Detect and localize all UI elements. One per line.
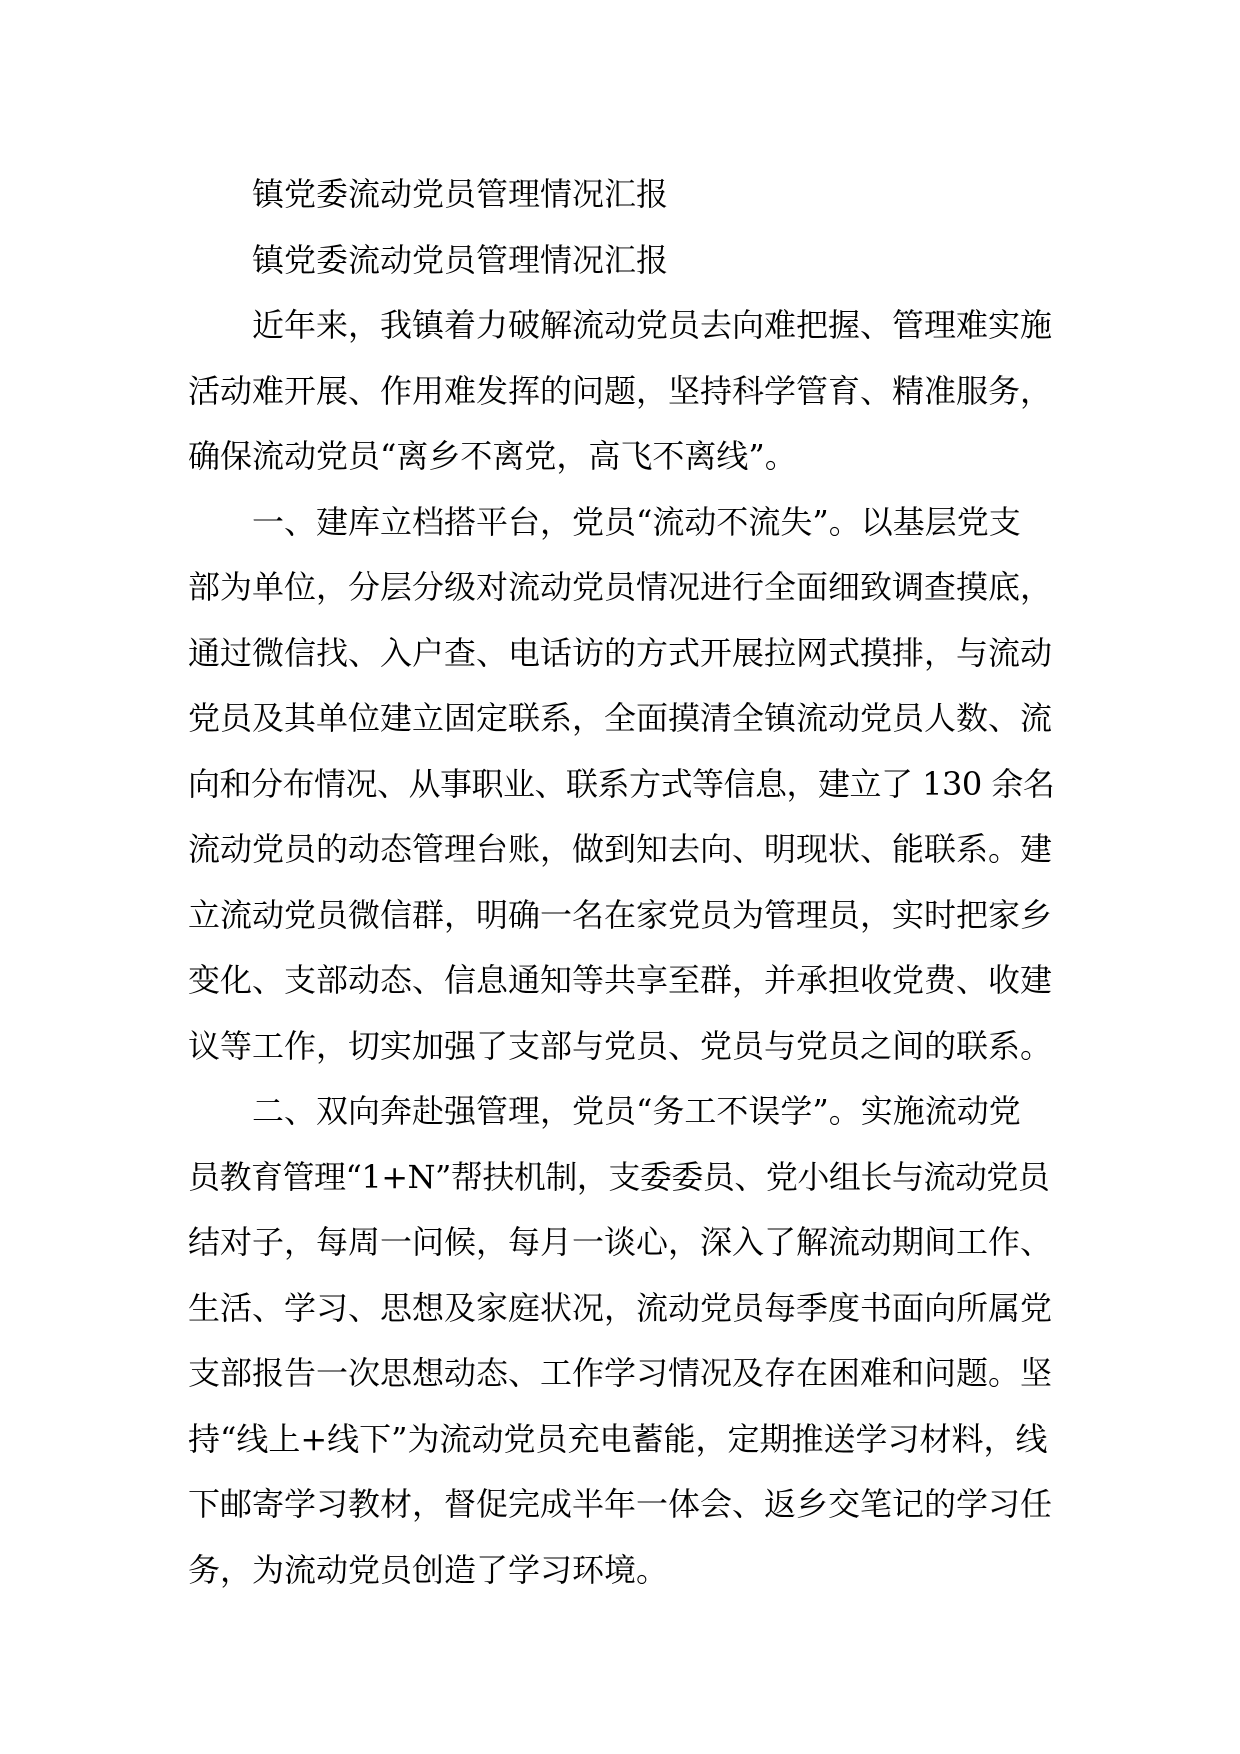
- text-line: 务，为流动党员创造了学习环境。: [188, 1550, 669, 1589]
- paragraph-intro: [188, 293, 1058, 490]
- text-line: 流动党员的动态管理台账，做到知去向、明现状、能联系。建: [188, 830, 1053, 868]
- text-line: 部为单位，分层分级对流动党员情况进行全面细致调查摸底，: [188, 568, 1053, 606]
- text-line: 持“线上+线下”为流动党员充电蓄能，定期推送学习材料，线: [188, 1419, 1048, 1458]
- text-line: 员教育管理“1+N”帮扶机制，支委委员、党小组长与流动党员: [188, 1157, 1050, 1196]
- text-line: 确保流动党员“离乡不离党，高飞不离线”。: [188, 437, 797, 475]
- text-line: 党员及其单位建立固定联系，全面摸清全镇流动党员人数、流: [188, 699, 1053, 737]
- title-line: 镇党委流动党员管理情况汇报: [252, 175, 669, 213]
- text-line: 变化、支部动态、信息通知等共享至群，并承担收党费、收建: [188, 961, 1053, 999]
- text-line: 下邮寄学习教材，督促完成半年一体会、返乡交笔记的学习任: [188, 1485, 1053, 1523]
- text-line: 一、建库立档搭平台，党员“流动不流失”。以基层党支: [252, 502, 1021, 541]
- text-line: 向和分布情况、从事职业、联系方式等信息，建立了 130 余名: [188, 764, 1055, 803]
- text-line: 通过微信找、入户查、电话访的方式开展拉网式摸排，与流动: [188, 633, 1053, 672]
- text-line: 立流动党员微信群，明确一名在家党员为管理员，实时把家乡: [188, 895, 1053, 934]
- paragraph-section-one: [188, 490, 1058, 1080]
- text-line: 生活、学习、思想及家庭状况，流动党员每季度书面向所属党: [188, 1288, 1053, 1327]
- title-line: 镇党委流动党员管理情况汇报: [252, 240, 669, 279]
- text-line: 结对子，每周一问候，每月一谈心，深入了解流动期间工作、: [188, 1223, 1053, 1261]
- document-subtitle: [188, 228, 1058, 294]
- text-line: 议等工作，切实加强了支部与党员、党员与党员之间的联系。: [188, 1026, 1053, 1065]
- paragraph-section-two: [188, 1079, 1058, 1603]
- text-line: 二、双向奔赴强管理，党员“务工不误学”。实施流动党: [252, 1092, 1021, 1130]
- document-page: [188, 162, 1058, 1603]
- text-line: 活动难开展、作用难发挥的问题，坚持科学管育、精准服务，: [188, 371, 1053, 410]
- text-line: 近年来，我镇着力破解流动党员去向难把握、管理难实施: [252, 306, 1053, 344]
- document-title: [188, 162, 1058, 228]
- text-line: 支部报告一次思想动态、工作学习情况及存在困难和问题。坚: [188, 1354, 1053, 1392]
